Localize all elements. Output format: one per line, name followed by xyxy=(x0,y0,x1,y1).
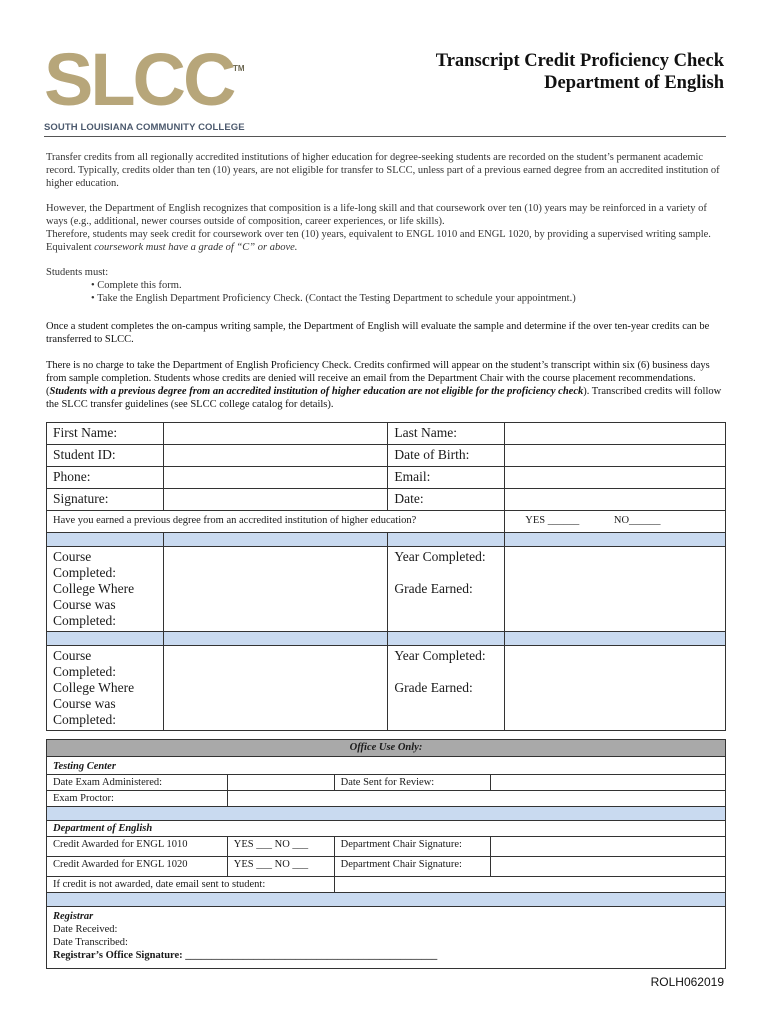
title-line-1: Transcript Credit Proficiency Check xyxy=(435,51,724,71)
first-name-label: First Name: xyxy=(47,423,164,445)
year-grade-labels xyxy=(388,646,505,731)
dept-english-title: Department of English xyxy=(47,821,726,837)
student-id-field[interactable] xyxy=(163,445,387,467)
course-labels xyxy=(47,646,164,731)
list-item: • Take the English Department Proficiency Check. (Contact the Testing Department to schedule your appointment.) xyxy=(91,293,576,304)
year-completed-label: Year Completed: xyxy=(394,648,486,663)
credit-1010-label: Credit Awarded for ENGL 1010 xyxy=(47,837,228,857)
date-sent-label: Date Sent for Review: xyxy=(334,775,491,791)
college-where-label: College Where Course was Completed: xyxy=(53,581,135,628)
grade-requirement: coursework must have a grade of “C” or above. xyxy=(94,242,298,253)
student-info-form xyxy=(46,422,726,731)
first-name-field[interactable] xyxy=(163,423,387,445)
not-awarded-field[interactable] xyxy=(334,877,725,893)
logo-trademark: TM xyxy=(233,64,245,73)
date-exam-label: Date Exam Administered: xyxy=(47,775,228,791)
course-labels xyxy=(47,547,164,632)
last-name-label: Last Name: xyxy=(388,423,505,445)
email-field[interactable] xyxy=(505,467,726,489)
logo-letters: SLCC xyxy=(44,38,234,121)
date-sent-field[interactable] xyxy=(491,775,726,791)
paragraph-text: There is no charge to take the Department of English Proficiency Check. Credits confirmed will appear on the student’s transcript within six (6) business days from sample completion. Students whose credits are denied will receive an email from the Department Chair with the course placement recommendations. ( xyxy=(46,360,710,397)
paragraph-transfer-credits: Transfer credits from all regionally accredited institutions of higher education for degree-seeking students are recorded on the student’s permanent academic record. Typically, credits older than ten (10) years, are not eligible for transfer to SLCC, unless part of a previous earned degree from an accredited institution of higher education. xyxy=(46,152,720,189)
grade-earned-label: Grade Earned: xyxy=(394,680,473,695)
registrar-title: Registrar xyxy=(53,911,94,922)
form-code: ROLH062019 xyxy=(650,975,724,989)
credit-1020-yes-no[interactable]: YES ___ NO ___ xyxy=(227,857,334,877)
chair-signature-label: Department Chair Signature: xyxy=(334,857,491,877)
course-completed-label: Course Completed: xyxy=(53,549,116,580)
chair-signature-field[interactable] xyxy=(491,837,726,857)
year-grade-field[interactable] xyxy=(505,547,726,632)
last-name-field[interactable] xyxy=(505,423,726,445)
course-entry-field[interactable] xyxy=(163,547,387,632)
grade-earned-label: Grade Earned: xyxy=(394,581,473,596)
logo-subtitle: SOUTH LOUISIANA COMMUNITY COLLEGE xyxy=(44,122,245,133)
date-exam-field[interactable] xyxy=(227,775,334,791)
signature-field[interactable] xyxy=(163,489,387,511)
ineligibility-note: Students with a previous degree from an accredited institution of higher education are not eligible for the proficiency check xyxy=(49,386,584,397)
header-rule xyxy=(44,136,726,137)
paragraph-text: Therefore, students may seek credit for coursework over ten (10) years, equivalent to ENGL 1010 and ENGL 1020, by providing a supervised writing sample. Equivalent xyxy=(46,229,711,253)
date-field[interactable] xyxy=(505,489,726,511)
students-must-list xyxy=(46,266,724,305)
year-grade-field[interactable] xyxy=(505,646,726,731)
paragraph-no-charge xyxy=(46,359,724,411)
not-awarded-label: If credit is not awarded, date email sent to student: xyxy=(47,877,335,893)
registrar-section xyxy=(47,907,726,969)
degree-no-option[interactable]: NO______ xyxy=(613,515,661,526)
title-line-2: Department of English xyxy=(544,73,724,93)
course-completed-label: Course Completed: xyxy=(53,648,116,679)
degree-question: Have you earned a previous degree from an accredited institution of higher education? xyxy=(47,511,505,533)
date-received-label: Date Received: xyxy=(53,924,118,935)
year-completed-label: Year Completed: xyxy=(394,549,486,564)
date-label: Date: xyxy=(388,489,505,511)
document-title xyxy=(436,50,724,94)
college-where-label: College Where Course was Completed: xyxy=(53,680,135,727)
dob-field[interactable] xyxy=(505,445,726,467)
list-item: • Complete this form. xyxy=(91,280,182,291)
year-grade-labels xyxy=(388,547,505,632)
paragraph-text: ). Transcribed credits will follow the SLCC transfer guidelines (see SLCC college catalog for details). xyxy=(46,386,722,410)
office-use-header: Office Use Only: xyxy=(47,740,726,757)
paragraph-composition-a: However, the Department of English recognizes that composition is a life-long skill and that coursework over ten (10) years may be reinforced in a variety of ways (e.g., additional, newer courses outside of composition, career experiences, or life skills). xyxy=(46,203,707,227)
registrar-signature-line[interactable]: Registrar’s Office Signature: ________________________________________________ xyxy=(53,950,438,961)
exam-proctor-label: Exam Proctor: xyxy=(47,791,228,807)
degree-answer xyxy=(505,511,726,533)
paragraph-composition xyxy=(46,202,724,254)
slcc-logo xyxy=(44,38,254,133)
phone-field[interactable] xyxy=(163,467,387,489)
chair-signature-label: Department Chair Signature: xyxy=(334,837,491,857)
paragraph-evaluation: Once a student completes the on-campus writing sample, the Department of English will evaluate the sample and determine if the over ten-year credits can be transferred to SLCC. xyxy=(46,321,710,345)
paragraph-composition-b xyxy=(46,228,724,254)
course-entry-field[interactable] xyxy=(163,646,387,731)
chair-signature-field[interactable] xyxy=(491,857,726,877)
dob-label: Date of Birth: xyxy=(388,445,505,467)
phone-label: Phone: xyxy=(47,467,164,489)
date-transcribed-label: Date Transcribed: xyxy=(53,937,128,948)
degree-yes-option[interactable]: YES ______ xyxy=(525,515,580,526)
exam-proctor-field[interactable] xyxy=(227,791,725,807)
student-id-label: Student ID: xyxy=(47,445,164,467)
signature-label: Signature: xyxy=(47,489,164,511)
credit-1010-yes-no[interactable]: YES ___ NO ___ xyxy=(227,837,334,857)
testing-center-title: Testing Center xyxy=(47,757,726,775)
credit-1020-label: Credit Awarded for ENGL 1020 xyxy=(47,857,228,877)
office-use-table xyxy=(46,739,726,969)
email-label: Email: xyxy=(388,467,505,489)
students-must-intro: Students must: xyxy=(46,267,109,278)
